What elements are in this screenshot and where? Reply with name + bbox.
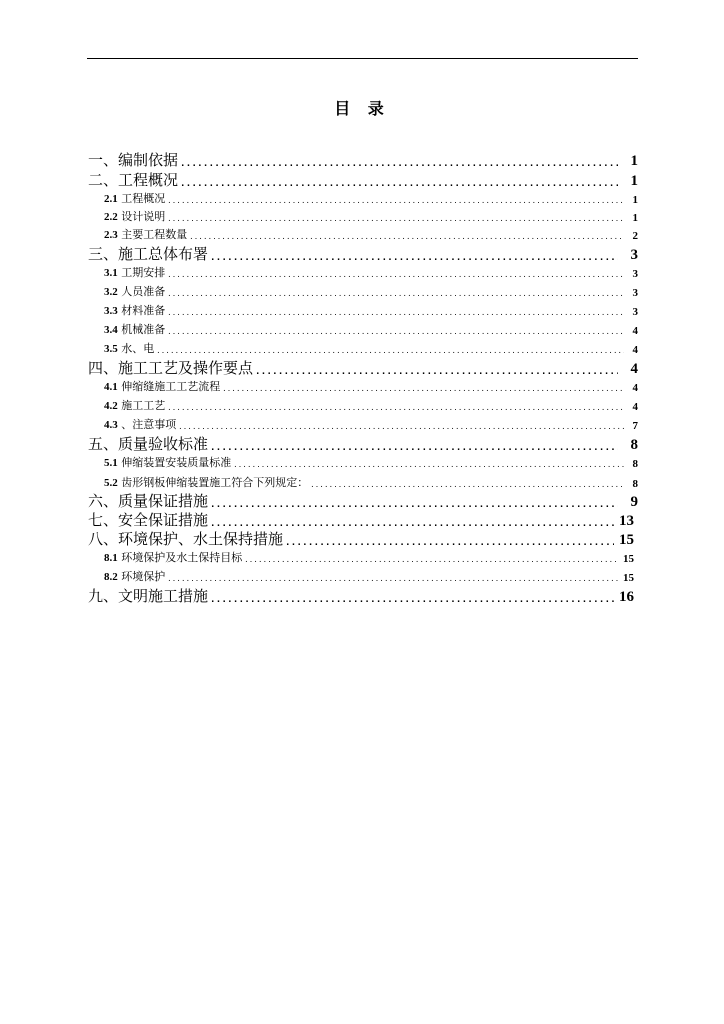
toc-dot-leader: [167, 309, 624, 318]
toc-entry-label: 二、工程概况: [88, 171, 179, 189]
toc-dot-leader: [233, 461, 624, 470]
toc-dot-leader: [180, 158, 618, 170]
toc-entry-3-3[interactable]: [104, 302, 638, 318]
toc-page-number: 3: [632, 306, 638, 318]
toc-entry-3-2[interactable]: [104, 283, 638, 299]
toc-entry-label: 九、文明施工措施: [88, 587, 209, 605]
toc-entry-8[interactable]: [88, 529, 634, 549]
toc-entry-label: 工期安排: [121, 266, 166, 279]
toc-entry-label: 机械准备: [121, 323, 166, 336]
toc-dot-leader: [255, 366, 618, 378]
toc-entry-number: 8.2: [104, 571, 118, 583]
toc-dot-leader: [210, 442, 618, 454]
toc-entry-7[interactable]: [88, 510, 634, 530]
toc-entry-3-1[interactable]: [104, 264, 638, 280]
toc-entry-label: 五、质量验收标准: [88, 435, 209, 453]
toc-page-number: 3: [632, 268, 638, 280]
toc-entry-label: 一、编制依据: [88, 151, 179, 169]
toc-page-number: 16: [619, 589, 634, 605]
toc-entry-number: 2.3: [104, 229, 118, 241]
toc-entry-label: 伸缩装置安装质量标准: [121, 456, 232, 469]
toc-entry-label: 材料准备: [121, 304, 166, 317]
toc-entry-3-5[interactable]: [104, 340, 638, 356]
toc-entry-number: 4.1: [104, 381, 118, 393]
toc-entry-2[interactable]: [88, 170, 638, 190]
toc-dot-leader: [210, 252, 618, 264]
toc-dot-leader: [180, 178, 618, 190]
toc-entry-4-3[interactable]: [104, 416, 638, 432]
toc-dot-leader: [244, 556, 619, 565]
toc-dot-leader: [167, 215, 624, 224]
toc-entry-label: 环境保护: [121, 570, 166, 583]
toc-entry-number: 3.1: [104, 267, 118, 279]
toc-page-number: 15: [623, 553, 634, 565]
toc-page-number: 15: [623, 572, 634, 584]
toc-entry-8-1[interactable]: [104, 549, 634, 565]
toc-dot-leader: [222, 385, 624, 394]
toc-page-number: 8: [632, 478, 638, 490]
toc-entry-number: 4.3: [104, 419, 118, 431]
toc-entry-number: 3.3: [104, 305, 118, 317]
toc-entry-number: 2.1: [104, 193, 118, 205]
toc-page-number: 9: [630, 494, 638, 510]
toc-dot-leader: [189, 233, 624, 242]
toc-entry-5-2[interactable]: [104, 474, 638, 490]
toc-page-number: 3: [632, 287, 638, 299]
toc-entry-number: 8.1: [104, 552, 118, 564]
toc-entry-label: 六、质量保证措施: [88, 492, 209, 510]
toc-entry-2-2[interactable]: [104, 208, 638, 224]
toc-entry-label: 伸缩缝施工工艺流程: [121, 380, 221, 393]
toc-entry-label: 施工工艺: [121, 399, 166, 412]
toc-entry-8-2[interactable]: [104, 568, 634, 584]
toc-page-number: 1: [630, 173, 638, 189]
toc-entry-4-2[interactable]: [104, 397, 638, 413]
toc-entry-label: 水、电: [121, 342, 155, 355]
toc-entry-label: 主要工程数量: [121, 228, 188, 241]
toc-entry-number: 5.2: [104, 477, 118, 489]
toc-page-number: 8: [632, 458, 638, 470]
toc-entry-4-1[interactable]: [104, 378, 638, 394]
toc-entry-label: 人员准备: [121, 285, 166, 298]
toc-page-number: 13: [619, 513, 634, 529]
toc-entry-number: 3.2: [104, 286, 118, 298]
toc-dot-leader: [156, 347, 624, 356]
toc-entry-number: 3.5: [104, 343, 118, 355]
toc-dot-leader: [167, 197, 624, 206]
toc-page-number: 7: [632, 420, 638, 432]
toc-entry-label: 、注意事项: [121, 418, 177, 431]
toc-dot-leader: [167, 271, 624, 280]
toc-entry-5[interactable]: [88, 434, 638, 454]
toc-dot-leader: [178, 423, 624, 432]
toc-entry-label: 三、施工总体布署: [88, 245, 209, 263]
toc-page-number: 1: [632, 212, 638, 224]
toc-entry-2-3[interactable]: [104, 226, 638, 242]
toc-entry-number: 3.4: [104, 324, 118, 336]
toc-entry-number: 2.2: [104, 211, 118, 223]
toc-page-number: 4: [632, 325, 638, 337]
toc-page-number: 15: [619, 532, 634, 548]
toc-entry-label: 八、环境保护、水土保持措施: [88, 530, 284, 548]
toc-dot-leader: [167, 290, 624, 299]
toc-page-number: 1: [632, 194, 638, 206]
toc-entry-label: 七、安全保证措施: [88, 511, 209, 529]
toc-entry-label: 齿形钢板伸缩装置施工符合下列规定：: [121, 476, 309, 489]
toc-page-number: 2: [632, 230, 638, 242]
toc-entry-9[interactable]: [88, 586, 634, 606]
toc-entry-number: 4.2: [104, 400, 118, 412]
toc-title: 目 录: [334, 99, 390, 118]
toc-dot-leader: [167, 404, 624, 413]
toc-page-number: 4: [632, 344, 638, 356]
toc-dot-leader: [285, 537, 614, 549]
toc-page-number: 4: [632, 382, 638, 394]
toc-page-number: 4: [630, 361, 638, 377]
toc-entry-number: 5.1: [104, 457, 118, 469]
toc-entry-label: 环境保护及水土保持目标: [121, 551, 243, 564]
toc-page-number: 4: [632, 401, 638, 413]
toc-entry-2-1[interactable]: [104, 190, 638, 206]
toc-entry-3-4[interactable]: [104, 321, 638, 337]
toc-entry-1[interactable]: [88, 150, 638, 170]
toc-page-number: 1: [630, 153, 638, 169]
toc-entry-6[interactable]: [88, 491, 638, 511]
toc-dot-leader: [167, 328, 624, 337]
toc-dot-leader: [310, 481, 624, 490]
toc-dot-leader: [167, 575, 619, 584]
toc-entry-label: 四、施工工艺及操作要点: [88, 359, 254, 377]
toc-entry-4[interactable]: [88, 358, 638, 378]
toc-entry-5-1[interactable]: [104, 454, 638, 470]
toc-entry-label: 设计说明: [121, 210, 166, 223]
toc-entry-3[interactable]: [88, 244, 638, 264]
toc-page-number: 3: [630, 247, 638, 263]
toc-dot-leader: [210, 594, 614, 606]
toc-page-number: 8: [630, 437, 638, 453]
toc-entry-label: 工程概况: [121, 192, 166, 205]
